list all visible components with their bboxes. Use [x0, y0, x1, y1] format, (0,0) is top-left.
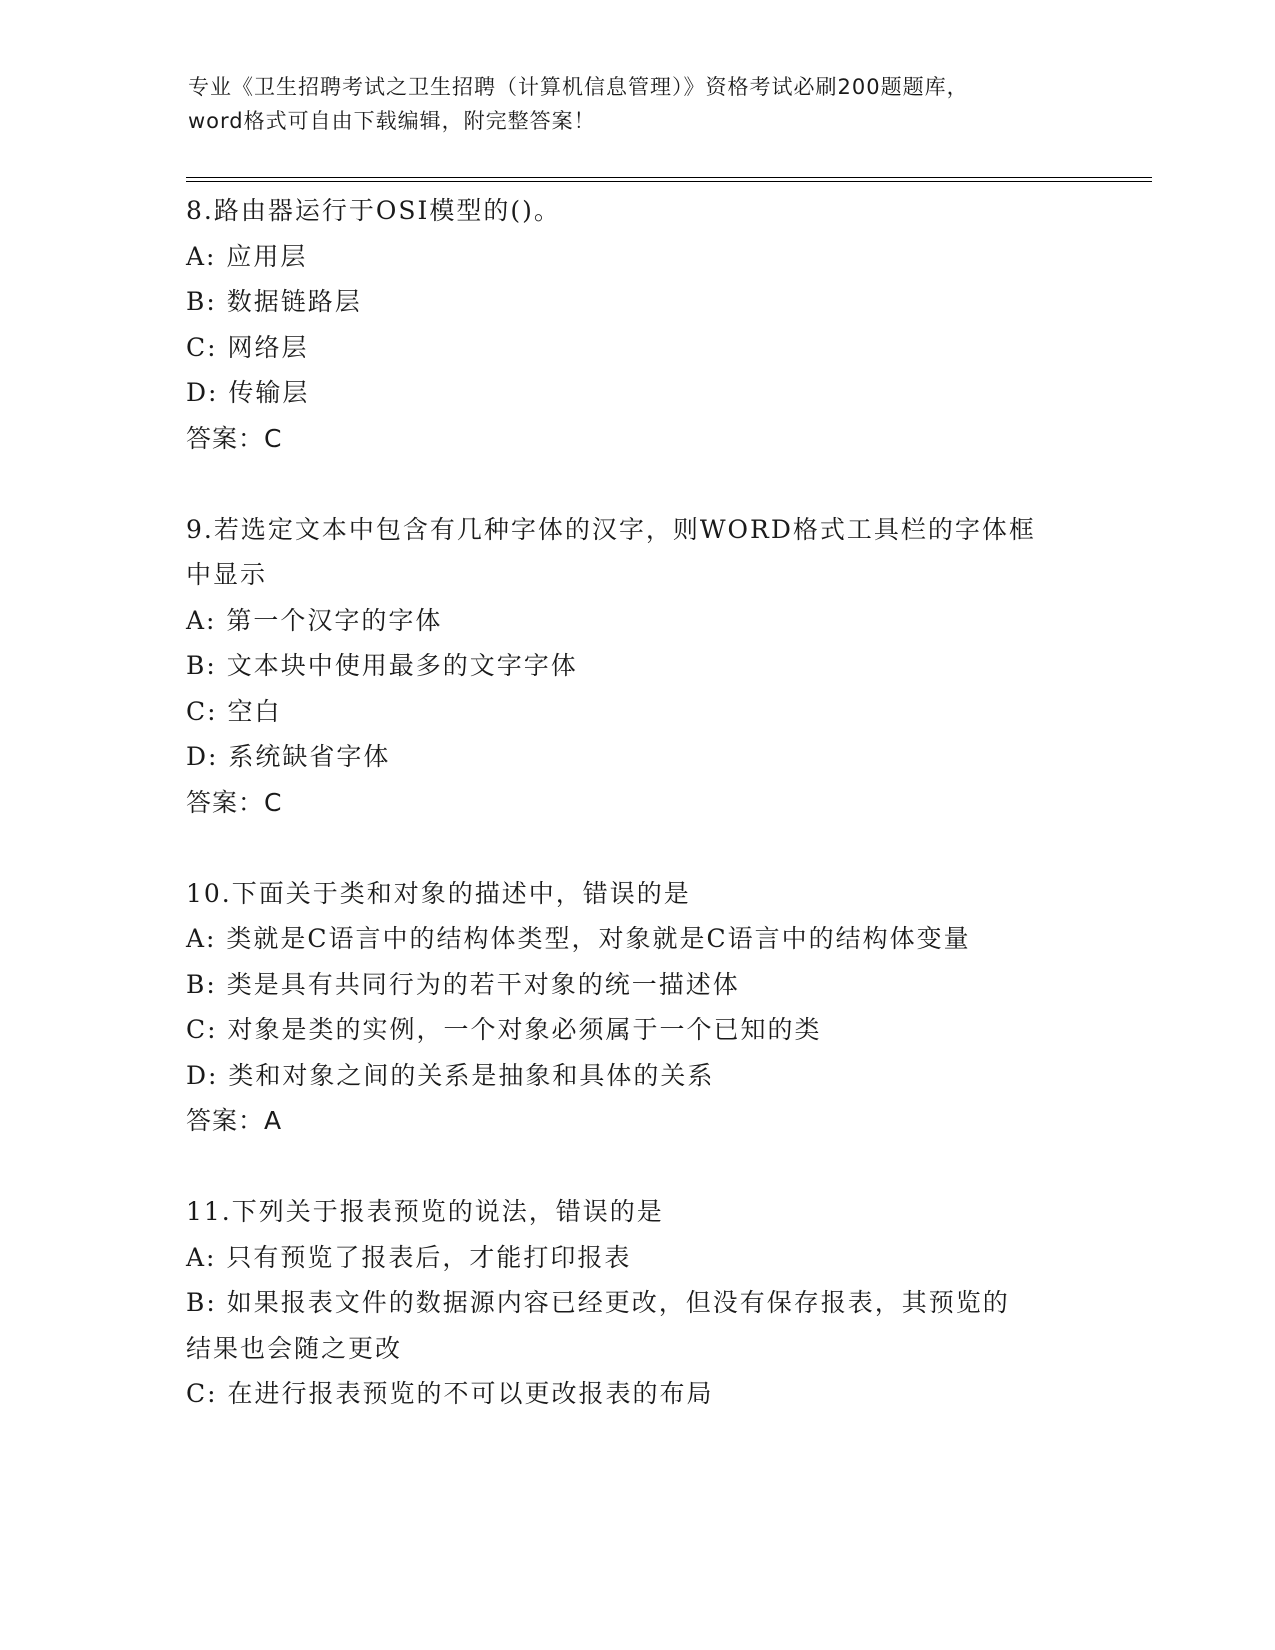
header-double-rule [186, 177, 1152, 182]
option-b: B: 数据链路层 [186, 287, 362, 316]
option-a: A: 只有预览了报表后，才能打印报表 [186, 1242, 632, 1272]
answer: 答案：A [186, 1106, 283, 1135]
option-a: A: 应用层 [186, 241, 308, 271]
option-d: D: 传输层 [186, 378, 310, 407]
option-b: B: 文本块中使用最多的文字字体 [186, 651, 578, 680]
option-a: A: 类就是C语言中的结构体类型，对象就是C语言中的结构体变量 [186, 924, 971, 953]
answer: 答案：C [186, 423, 283, 453]
question-stem: 11.下列关于报表预览的说法，错误的是 [186, 1197, 664, 1226]
header-line-1: 专业《卫生招聘考试之卫生招聘（计算机信息管理）》资格考试必刷200题题库， [188, 75, 969, 99]
question-8 [186, 188, 1096, 461]
option-b: B: 如果报表文件的数据源内容已经更改，但没有保存报表，其预览的 [186, 1288, 1010, 1317]
header-line-2: word格式可自由下载编辑，附完整答案！ [188, 109, 596, 133]
option-b-continued: 结果也会随之更改 [186, 1333, 403, 1363]
question-stem-continued: 中显示 [186, 560, 268, 589]
option-d: D: 类和对象之间的关系是抽象和具体的关系 [186, 1060, 715, 1090]
option-d: D: 系统缺省字体 [186, 742, 391, 771]
option-c: C: 对象是类的实例，一个对象必须属于一个已知的类 [186, 1015, 822, 1044]
question-11 [186, 1189, 1096, 1417]
question-stem: 8.路由器运行于OSI模型的()。 [186, 196, 561, 225]
option-c: C: 在进行报表预览的不可以更改报表的布局 [186, 1379, 714, 1408]
option-c: C: 网络层 [186, 332, 309, 362]
question-stem: 9.若选定文本中包含有几种字体的汉字，则WORD格式工具栏的字体框 [186, 514, 1036, 544]
option-c: C: 空白 [186, 696, 282, 726]
answer: 答案：C [186, 787, 283, 817]
option-b: B: 类是具有共同行为的若干对象的统一描述体 [186, 969, 740, 999]
option-a: A: 第一个汉字的字体 [186, 605, 443, 635]
document-header [188, 70, 1088, 138]
question-list [186, 188, 1096, 1417]
question-9 [186, 507, 1096, 826]
question-stem: 10.下面关于类和对象的描述中，错误的是 [186, 878, 691, 908]
question-10 [186, 871, 1096, 1144]
